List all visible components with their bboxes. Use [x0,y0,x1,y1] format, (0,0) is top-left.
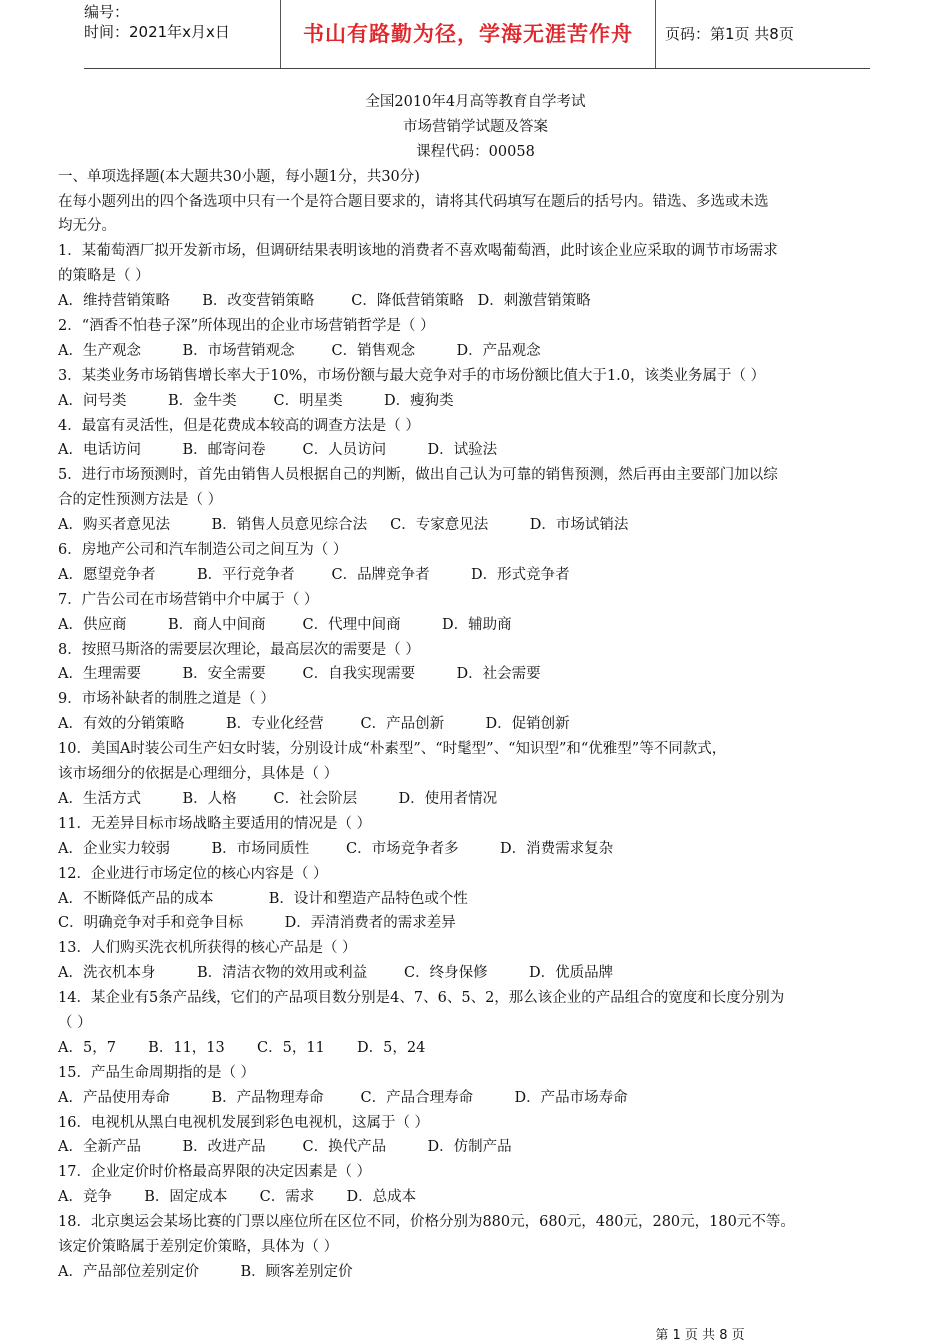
text-line: A．全新产品 B．改进产品 C．换代产品 D．仿制产品 [58,1139,512,1156]
text-line: （ ） [58,1014,92,1031]
text-line: 该定价策略属于差别定价策略，具体为（ ） [58,1238,339,1255]
text-line: A．不断降低产品的成本 B．设计和塑造产品特色或个性 [58,890,468,907]
text-line: A．电话访问 B．邮寄问卷 C．人员访问 D．试验法 [58,442,498,459]
text-line: 的策略是（ ） [58,268,150,285]
text-line: A．维持营销策略 B．改变营销策略 C．降低营销策略 D．刺激营销策略 [58,293,591,310]
header-page-cell [655,0,870,68]
page-header [84,0,870,69]
text-line: A．5，7 B．11，13 C．5，11 D．5，24 [58,1039,426,1056]
footer-page-number: 第 1 页 共 8 页 [655,1328,745,1343]
doc-title: 全国2010年4月高等教育自学考试 [365,94,586,110]
text-line: 8．按照马斯洛的需要层次理论，最高层次的需要是（ ） [58,641,420,658]
text-line: 该市场细分的依据是心理细分，具体是（ ） [58,766,339,783]
text-line: A．产品使用寿命 B．产品物理寿命 C．产品合理寿命 D．产品市场寿命 [58,1089,628,1106]
text-line: 13．人们购买洗衣机所获得的核心产品是（ ） [58,940,357,957]
number-label: 编号： [84,3,130,21]
text-line: 5．进行市场预测时，首先由销售人员根据自己的判断，做出自己认为可靠的销售预测，然后再由主要部门加以综 [58,467,778,484]
date-label: 时间：2021年x月x日 [84,23,230,41]
text-line: A．生理需要 B．安全需要 C．自我实现需要 D．社会需要 [58,666,541,683]
question-list [58,165,893,1285]
text-line: 10．美国A时装公司生产妇女时装，分别设计成“朴素型”、“时髦型”、“知识型”和“优雅型”等不同款式， [58,741,727,758]
motto-text: 书山有路勤为径，学海无涯苦作舟 [303,22,633,46]
course-code: 课程代码：00058 [416,143,535,160]
text-line: 1．某葡萄酒厂拟开发新市场，但调研结果表明该地的消费者不喜欢喝葡萄酒，此时该企业应采取的调节市场需求 [58,243,778,260]
page-label: 页码：第1页 共8页 [665,25,794,43]
header-motto-cell [280,0,656,68]
text-line: A．供应商 B．商人中间商 C．代理中间商 D．辅助商 [58,616,512,633]
text-line: 3．某类业务市场销售增长率大于10%，市场份额与最大竞争对手的市场份额比值大于1.0，该类业务属于（ ） [58,367,766,384]
text-line: 16．电视机从黑白电视机发展到彩色电视机，这属于（ ） [58,1114,430,1131]
exam-content [58,90,893,1285]
text-line: A．问号类 B．金牛类 C．明星类 D．瘦狗类 [58,392,454,409]
text-line: A．购买者意见法 B．销售人员意见综合法 C．专家意见法 D．市场试销法 [58,517,629,534]
text-line: A．生活方式 B．人格 C．社会阶层 D．使用者情况 [58,790,498,807]
text-line: 4．最富有灵活性，但是花费成本较高的调查方法是（ ） [58,417,420,434]
text-line: 6．房地产公司和汽车制造公司之间互为（ ） [58,542,348,559]
text-line: 17．企业定价时价格最高界限的决定因素是（ ） [58,1164,372,1181]
text-line: 在每小题列出的四个备选项中只有一个是符合题目要求的，请将其代码填写在题后的括号内。错选、多选或未选 [58,193,769,210]
text-line: A．产品部位差别定价 B．顾客差别定价 [58,1263,353,1280]
text-line: A．愿望竞争者 B．平行竞争者 C．品牌竞争者 D．形式竞争者 [58,566,570,583]
text-line: A．洗衣机本身 B．清洁衣物的效用或利益 C．终身保修 D．优质品牌 [58,965,614,982]
text-line: 14．某企业有5条产品线，它们的产品项目数分别是4、7、6、5、2，那么该企业的产品组合的宽度和长度分别为 [58,990,785,1007]
doc-subtitle: 市场营销学试题及答案 [403,118,548,135]
text-line: 合的定性预测方法是（ ） [58,492,223,509]
header-left-cell [84,0,280,70]
text-line: 2．“酒香不怕巷子深”所体现出的企业市场营销哲学是（ ） [58,318,435,335]
text-line: 7．广告公司在市场营销中介中属于（ ） [58,591,319,608]
text-line: 9．市场补缺者的制胜之道是（ ） [58,691,275,708]
text-line: A．企业实力较弱 B．市场同质性 C．市场竞争者多 D．消费需求复杂 [58,840,614,857]
text-line: 18．北京奥运会某场比赛的门票以座位所在区位不同，价格分别为880元，680元，480元，280元，180元不等。 [58,1214,795,1231]
text-line: 15．产品生命周期指的是（ ） [58,1064,256,1081]
text-line: A．有效的分销策略 B．专业化经营 C．产品创新 D．促销创新 [58,716,570,733]
text-line: A．竞争 B．固定成本 C．需求 D．总成本 [58,1189,417,1206]
text-line: 均无分。 [58,218,116,235]
text-line: C．明确竞争对手和竞争目标 D．弄清消费者的需求差异 [58,915,456,932]
text-line: 12．企业进行市场定位的核心内容是（ ） [58,865,328,882]
text-line: 11．无差异目标市场战略主要适用的情况是（ ） [58,815,372,832]
page-footer [0,1324,950,1343]
text-line: A．生产观念 B．市场营销观念 C．销售观念 D．产品观念 [58,342,541,359]
text-line: 一、单项选择题(本大题共30小题，每小题1分，共30分) [58,168,420,185]
